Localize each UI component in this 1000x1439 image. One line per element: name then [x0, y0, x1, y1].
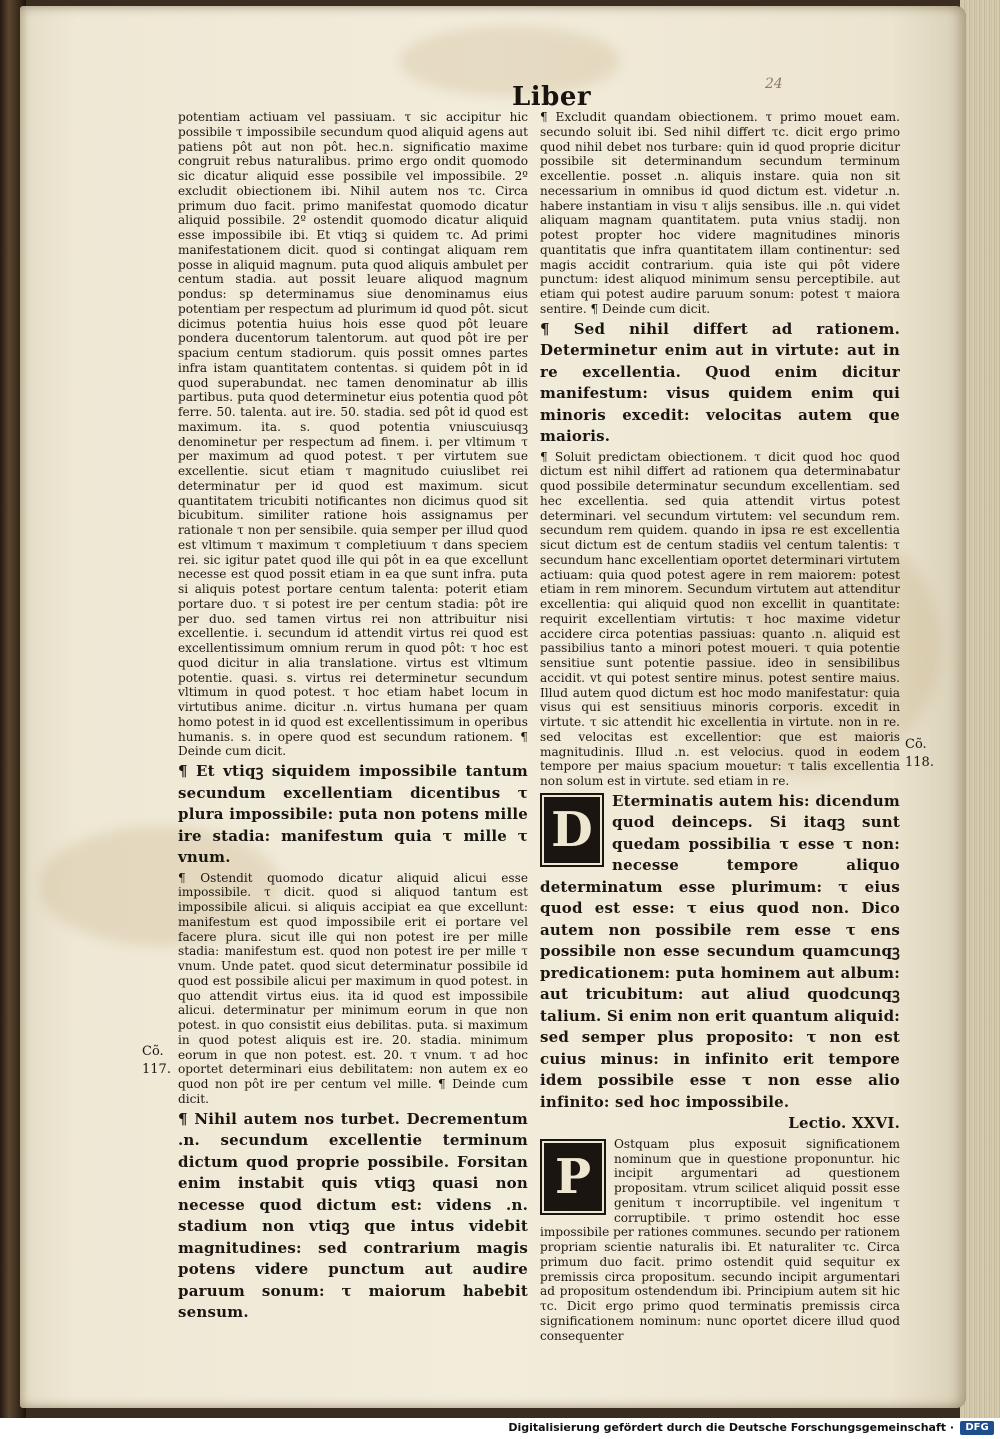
commentary-paragraph: ¶ Excludit quandam obiectionem. τ primo mouet eam. secundo soluit ibi. Sed nihil differt τc. dicit ergo primo quod nihil debet nos turbare: quin id quod proprie dicitur possibile sit determinandum secundum terminum excellentie. posset .n. aliquis instare. quia non sit necessarium in omnibus id quod dictum est. videtur .n. habere instantiam in visu τ alijs sensibus. ille .n. qui videt aliquam magnam quantitatem. puta vnius stadij. non potest propter hoc videre magnitudines minoris quantitatis que infra quantitatem illam continentur: sed magis accidit contrarium. quia iste qui pôt videre punctum: idest aliquod minimum sensu perceptibile. aut etiam qui potest audire paruum sonum: potest τ maiora sentire. ¶ Deinde cum dicit.: [540, 110, 900, 316]
footer-bar: [0, 1418, 1000, 1439]
decorated-initial-d: D: [540, 793, 604, 867]
running-title: Liber: [512, 82, 592, 112]
aristotle-text-paragraph: ¶ Nihil autem nos turbet. Decrementum .n. secundum excellentie terminum dictum quod proprie possibile. Forsitan enim instabit quis vtiqꝫ quasi non necesse quod dictum est: videns .n. stadium non vtiqꝫ que intus videbit magnitudines: sed contrarium magis potens videre punctum aut audire paruum sonum: τ maiorum habebit sensum.: [178, 1109, 528, 1321]
margin-note-right: Cõ. 118.: [905, 737, 934, 770]
right-text-column: [540, 110, 900, 1345]
aristotle-text-paragraph: Eterminatis autem his: dicendum quod deinceps. Si itaqꝫ sunt quedam possibilia τ esse τ non: necesse tempore aliquo determinatum esse plurimum: τ eius quod est esse: τ eius quod non. Dico autem non possibile rem esse τ ens possibile non esse secundum quamcunqꝫ predicationem: puta hominem aut album: aut tricubitum: aut aliud quodcunqꝫ talium. Si enim non erit quantum aliquid: sed semper plus proposito: τ non est cuius minus: in infinito erit tempore idem possibile esse τ non esse alio infinito: sed hoc impossibile.: [540, 791, 900, 1111]
aristotle-text-paragraph: ¶ Et vtiqꝫ siquidem impossibile tantum secundum excellentiam dicentibus τ plura impossibile: puta non potens mille ire stadia: manifestum quia τ mille τ vnum.: [178, 762, 528, 866]
margin-note-left: Cõ. 117.: [142, 1044, 171, 1077]
dfg-logo: DFG: [960, 1421, 994, 1435]
commentary-paragraph: ¶ Soluit predictam obiectionem. τ dicit quod hoc quod dictum est nihil differt ad rationem qua determinabatur quod possibile determinatur secundum excellentiam. sed hec excellentia. sed quia attendit virtus potest determinari. vel secundum virtutem: vel secundum rem. secundum rem quidem. quando in ipsa re est excellentia sicut dictum est de centum stadiis vel centum talentis: τ secundum hanc excellentiam oportet determinari virtutem actiuam: quia quod potest agere in rem maiorem: potest etiam in rem minorem. Secundum virtutem aut attenditur excellentia: qui aliquid quod non excellit in quantitate: requirit excellentiam virtutis: τ hoc maxime videtur accidere circa potentias passiuas: quanto .n. aliquid est passibilius tanto a minori potest moueri. τ quia potentie sensitiue sunt potentie passiue. ideo in sensibilibus accidit. vt qui potest sentire minus. potest sentire maius. Illud autem quod dictum est hoc modo manifestatur: quia visus qui est sensitiuus minoris corporis. excedit in virtute. τ sic attendit hic excellentia in virtute. non in re. sed velocitas est excellentior: que est maioris magnitudinis. Illud .n. est velocius. quod in eodem tempore per maius spacium mouetur: τ talis excellentia non solum est in virtute. sed etiam in re.: [540, 449, 900, 788]
left-text-column: [178, 110, 528, 1326]
folio-mark: 24: [765, 76, 783, 92]
commentary-paragraph: Ostquam plus exposuit significationem nominum que in questione proponuntur. hic incipit argumentari ad questionem propositam. vtrum scilicet aliquid possit esse genitum τ incorruptibile. vel ingenitum τ corruptibile. τ primo ostendit hoc esse impossibile per rationes communes. secundo per rationem propriam scientie naturalis ibi. Et naturaliter τc. Circa primum duo facit. primo ostendit quid sequitur ex premissis circa propositum. secundo incipit argumentari ad propositum ostendendum ibi. Principium autem sit hic τc. Dicit ergo primo quod terminatis premissis circa significationem nominum: nunc oportet dicere illud quod consequenter: [540, 1136, 900, 1343]
aristotle-text-block: [540, 791, 900, 1135]
page-edges: [960, 0, 1000, 1418]
aristotle-text-paragraph: ¶ Sed nihil differt ad rationem. Determinetur enim aut in virtute: aut in re excellentia. Quod enim dicitur manifestum: visus quidem enim qui minoris excedit: velocitas autem que maioris.: [540, 319, 900, 445]
commentary-block: [540, 1137, 900, 1344]
funding-credit: Digitalisierung gefördert durch die Deutsche Forschungsgemeinschaft ·: [508, 1421, 954, 1434]
lectio-heading: Lectio. XXVI.: [788, 1114, 900, 1133]
decorated-initial-p: P: [540, 1139, 606, 1215]
commentary-paragraph: ¶ Ostendit quomodo dicatur aliquid alicui esse impossibile. τ dicit. quod si aliquod tantum est impossibile alicui. si aliquis accipiat ea que excellunt: manifestum est quod impossibile erit ei portare vel facere plura. sicut ille qui non potest ire per mille stadia: manifestum est. quod non potest ire per mille τ vnum. Unde patet. quod sicut determinatur possibile id quod est possibile alicui per maximum in quod potest. in quo attendit virtus eius. ita id quod est impossibile alicui. determinatur per minimum eorum in que non potest. in quo consistit eius debilitas. puta. si maximum in quod potest aliquis est ire. 20. stadia. minimum eorum in que non potest. est. 20. τ vnum. τ ad hoc oportet determinari eius debilitatem: non autem ex eo quod non pôt ire per centum vel mille. ¶ Deinde cum dicit.: [178, 870, 528, 1106]
commentary-paragraph: potentiam actiuam vel passiuam. τ sic accipitur hic possibile τ impossibile secundum quod aliquid agens aut patiens pôt aut non pôt. hec.n. significatio maxime congruit rebus naturalibus. primo ergo ondit quomodo sic dicatur aliquid esse possibile vel impossibile. 2º excludit obiectionem ibi. Nihil autem nos τc. Circa primum duo facit. primo manifestat quomodo dicatur aliquid possibile. 2º ostendit quomodo dicatur aliquid esse impossibile ibi. Et vtiqꝫ si quidem τc. Ad primi manifestationem dicit. quod si contingat aliquam rem posse in aliquid magnum. puta quod aliquis ambulet per centum stadia. aut possit leuare aliquod magnum pondus: sp determinamus siue denominamus eius potentiam per respectum ad plurimum id quod pôt. sicut dicimus potentia huius hois esse quod pôt leuare pondera ducentorum talentorum. aut quod pôt ire per spacium centum stadiorum. quis possit omnes partes infra istam quantitatem contentas. si quidem pôt in id quod superabundat. nec tamen denominatur ab illis partibus. puta quod determinetur eius potentia quod pôt ferre. 50. talenta. aut ire. 50. stadia. sed pôt id quod est maximum. ita. s. quod potentia vniuscuiusqꝫ denominetur per respectum ad finem. i. per vltimum τ per maximum ad quod potest. τ per virtutem sue excellentie. sicut etiam τ magnitudo cuiuslibet rei determinatur per id quod est maximum. sicut quantitatem tricubiti notificantes non dicimus quod sit bicubitum. similiter ratione hois assignamus per rationale τ non per sensibile. quia semper per illud quod est vltimum τ maximum τ completiuum τ dans speciem rei. sic igitur patet quod ille qui pôt in ea que excellunt necesse est quod possit etiam in ea que sunt infra. puta si aliquis potest portare centum talenta: poterit etiam portare duo. τ si potest ire per centum stadia: pôt ire per duo. sed tamen virtus rei non attribuitur nisi excellentie. i. secundum id attendit virtus rei quod est excellentissimum omnium rerum in quod pôt: τ hoc est quod dicitur in alia translatione. virtus est vltimum potentie. quasi. s. virtus rei determinetur secundum vltimum in quod potest. τ hoc etiam habet locum in virtutibus anime. dicitur .n. virtus humana per quam homo potest in id quod est excellentissimum in operibus humanis. s. in opere quod est secundum rationem. ¶ Deinde cum dicit.: [178, 110, 528, 759]
